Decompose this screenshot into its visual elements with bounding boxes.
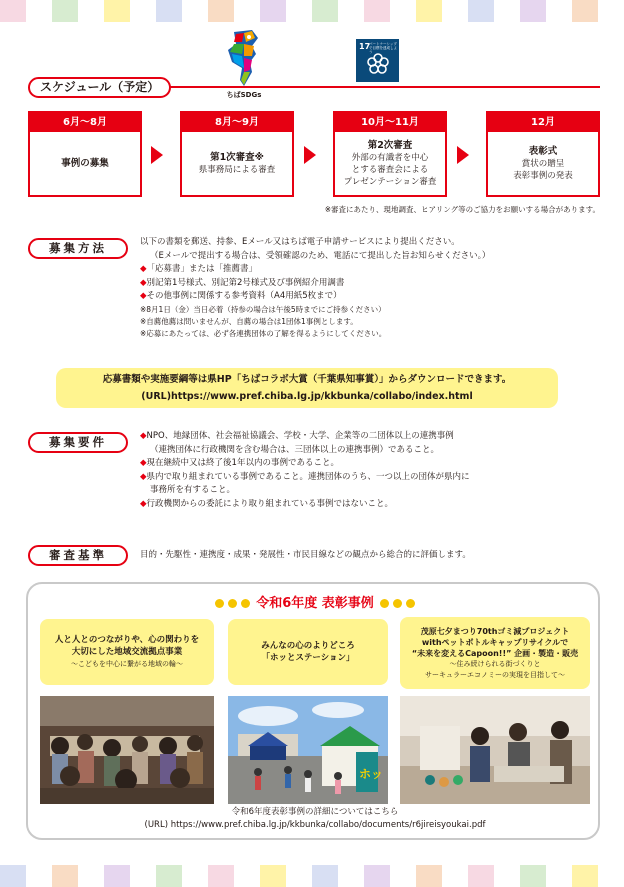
method-intro: 以下の書類を郵送、持参、Eメール又はちば電子申請サービスにより提出ください。: [140, 237, 460, 247]
case-title-line: withペットボトルキャップリサイクルで: [421, 637, 569, 647]
step-title: 第2次審査: [367, 139, 413, 151]
stripe-block: [286, 0, 312, 22]
requirement-item-cont: 事務所を有すること。: [150, 485, 236, 495]
case-subtitle: 〜こどもを中心に繋がる地域の輪〜: [71, 660, 183, 668]
stripe-block: [78, 0, 104, 22]
method-note: ※応募にあたっては、必ず各連携団体の了解を得るようにしてください。: [140, 328, 387, 338]
case-title-line: 人と人とのつながりや、心の関わりを: [54, 635, 200, 645]
case-subtitle: 〜住み続けられる街づくりと: [449, 659, 541, 668]
requirement-item: NPO、地縁団体、社会福祉協議会、学校・大学、企業等の二団体以上の連携事例: [146, 431, 454, 441]
step-detail: 表彰事例の発表: [513, 170, 573, 181]
case-3-photo: [400, 696, 590, 804]
stripe-block: [494, 0, 520, 22]
case-2-photo: [228, 696, 388, 804]
step-period: 6月〜8月: [30, 113, 140, 132]
stripe-block: [208, 0, 234, 22]
dot-icon: [241, 599, 250, 608]
stripe-block: [52, 0, 78, 22]
step-detail: プレゼンテーション審査: [343, 176, 437, 187]
sdg-goal-17-icon: [356, 39, 399, 82]
stripe-block: [520, 865, 546, 887]
dot-icon: [406, 599, 415, 608]
requirements-section: ◆NPO、地縁団体、社会福祉協議会、学校・大学、企業等の二団体以上の連携事例 （連携団体に行政機関を含む場合は、三団体以上の連携事例）であること。 ◆現在継続中又は終了後1年以内の事例であること。 ◆県内で取り組まれている事例であること。連携団体のうち、一つ以上の団体が県内に 事務所を有すること。 ◆行政機関からの委託により取り組まれている事例ではないこと。: [140, 430, 602, 511]
stripe-block: [104, 865, 130, 887]
stripe-block: [234, 865, 260, 887]
stripe-block: [78, 865, 104, 887]
award-cases-panel: [26, 582, 600, 840]
requirement-item: 現在継続中又は終了後1年以内の事例であること。: [146, 458, 339, 468]
sdg-text: パートナーシップで目標を達成しよう: [369, 42, 397, 54]
stripe-block: [494, 865, 520, 887]
step-detail: 賞状の贈呈: [521, 158, 565, 169]
stripe-block: [390, 865, 416, 887]
stripe-block: [598, 0, 624, 22]
stripe-block: [52, 865, 78, 887]
stripe-block: [338, 0, 364, 22]
stripe-block: [364, 0, 390, 22]
stripe-block: [312, 0, 338, 22]
schedule-note: ※審査にあたり、現地調査、ヒアリング等のご協力をお願いする場合があります。: [324, 205, 600, 214]
requirement-item-cont: （連携団体に行政機関を含む場合は、三団体以上の連携事例）であること。: [150, 444, 440, 455]
requirements-label: 募集要件: [28, 432, 128, 453]
requirement-item: 行政機関からの委託により取り組まれている事例ではないこと。: [146, 498, 394, 509]
stripe-block: [260, 0, 286, 22]
chiba-mascot-icon: [222, 28, 264, 90]
schedule-divider: [160, 86, 600, 88]
stripe-block: [26, 865, 52, 887]
step-period: 10月〜11月: [335, 113, 445, 132]
stripe-block: [182, 865, 208, 887]
stripe-block: [468, 865, 494, 887]
stripe-block: [234, 0, 260, 22]
case-1-photo: [40, 696, 214, 804]
step-period: 12月: [488, 113, 598, 132]
stripe-block: [104, 0, 130, 22]
method-label: 募集方法: [28, 238, 128, 259]
photo-sign-text: ホッ: [359, 767, 384, 781]
award-case-1: [40, 619, 214, 685]
step-detail: 県事務局による審査: [198, 164, 276, 175]
award-case-3: [400, 617, 590, 689]
stripe-block: [260, 865, 286, 887]
stripe-block: [312, 865, 338, 887]
download-url-link[interactable]: (URL)https://www.pref.chiba.lg.jp/kkbunka/collabo/index.html: [141, 391, 473, 402]
criteria-label: 審査基準: [28, 545, 128, 566]
stripe-block: [26, 0, 52, 22]
dot-icon: [380, 599, 389, 608]
method-note: ※自薦他薦は問いませんが、自薦の場合は1団体1事例とします。: [140, 316, 358, 326]
sdg-number: 17: [359, 42, 371, 51]
stripe-block: [208, 865, 234, 887]
stripe-block: [572, 865, 598, 887]
schedule-title: スケジュール（予定）: [28, 77, 171, 98]
dot-icon: [215, 599, 224, 608]
stripe-block: [130, 0, 156, 22]
sdg-flower-icon: [367, 53, 389, 75]
case-title-line: 「ホッとステーション」: [261, 653, 355, 663]
stripe-block: [416, 865, 442, 887]
step-title: 事例の募集: [61, 157, 109, 169]
method-section: 以下の書類を郵送、持参、Eメール又はちば電子申請サービスにより提出ください。 （Eメールで提出する場合は、受領確認のため、電話にて提出した旨お知らせください。） ◆「応募書」または「推薦書」 ◆別記第1号様式、別記第2号様式及び事例紹介用調書 ◆その他事例に関係する参考資料（A4用紙5枚まで） ※8月1日（金）当日必着（持参の場合は午後5時までにご持参ください） ※自薦他薦は問いませんが、自薦の場合は1団体1事例とします。 ※応募にあたっては、必ず各連携団体の了解を得るようにしてください。: [140, 236, 602, 340]
arrow-right-icon: [151, 146, 163, 164]
method-note: ※8月1日（金）当日必着（持参の場合は午後5時までにご持参ください）: [140, 304, 386, 314]
schedule-step-4: [486, 111, 600, 197]
method-item: その他事例に関係する参考資料（A4用紙5枚まで）: [146, 291, 342, 301]
stripe-block: [416, 0, 442, 22]
stripe-block: [390, 0, 416, 22]
case-title-line: 茂原七夕まつり70thゴミ減プロジェクト: [420, 626, 570, 636]
award-title: 令和6年度 表彰事例: [256, 596, 374, 611]
stripe-block: [0, 0, 26, 22]
step-detail: 外部の有識者を中心: [351, 152, 429, 163]
schedule-step-1: [28, 111, 142, 197]
download-info-box: [56, 368, 558, 408]
stripe-block: [156, 0, 182, 22]
method-item: 「応募書」または「推薦書」: [146, 264, 258, 274]
step-detail: とする審査会による: [351, 164, 429, 175]
method-item: 別記第1号様式、別記第2号様式及び事例紹介用調書: [146, 277, 345, 288]
award-case-2: [228, 619, 388, 685]
case-title-line: 大切にした地域交流拠点事業: [71, 647, 183, 657]
arrow-right-icon: [304, 146, 316, 164]
stripe-block: [286, 865, 312, 887]
case-subtitle: サーキュラーエコノミーの実現を目指して〜: [425, 670, 565, 679]
chiba-sdgs-caption: ちばSDGs: [226, 91, 262, 99]
step-period: 8月〜9月: [182, 113, 292, 132]
stripe-block: [572, 0, 598, 22]
award-footer: [28, 806, 602, 832]
stripe-block: [546, 865, 572, 887]
stripe-block: [598, 865, 624, 887]
dot-icon: [393, 599, 402, 608]
stripe-block: [156, 865, 182, 887]
stripe-block: [468, 0, 494, 22]
top-color-stripe: [0, 0, 624, 22]
download-text: 応募書類や実施要綱等は県HP「ちばコラボ大賞（千葉県知事賞）」からダウンロードできます。: [102, 374, 512, 385]
award-title-row: [28, 592, 602, 611]
stripe-block: [0, 865, 26, 887]
schedule-step-3: [333, 111, 447, 197]
stripe-block: [442, 865, 468, 887]
award-details-url-link[interactable]: (URL) https://www.pref.chiba.lg.jp/kkbunka/collabo/documents/r6jireisyoukai.pdf: [144, 820, 486, 830]
arrow-right-icon: [457, 146, 469, 164]
stripe-block: [442, 0, 468, 22]
stripe-block: [364, 865, 390, 887]
award-footer-text: 令和6年度表彰事例の詳細についてはこちら: [231, 807, 399, 817]
stripe-block: [182, 0, 208, 22]
method-intro-note: （Eメールで提出する場合は、受領確認のため、電話にて提出した旨お知らせください。）: [150, 250, 491, 261]
stripe-block: [338, 865, 364, 887]
chiba-sdgs-logo: [222, 28, 264, 99]
step-title: 表彰式: [528, 145, 558, 157]
case-title-line: みんなの心のよりどころ: [261, 641, 355, 651]
case-title-line: “未来を変えるCapoon!!” 企画・製造・販売: [411, 648, 579, 658]
dot-icon: [228, 599, 237, 608]
schedule-step-2: [180, 111, 294, 197]
bottom-color-stripe: [0, 865, 624, 887]
step-title: 第1次審査※: [210, 151, 264, 163]
stripe-block: [520, 0, 546, 22]
stripe-block: [546, 0, 572, 22]
stripe-block: [130, 865, 156, 887]
criteria-text: 目的・先駆性・連携度・成果・発展性・市民目線などの観点から総合的に評価します。: [140, 550, 471, 560]
requirement-item: 県内で取り組まれている事例であること。連携団体のうち、一つ以上の団体が県内に: [146, 471, 470, 482]
